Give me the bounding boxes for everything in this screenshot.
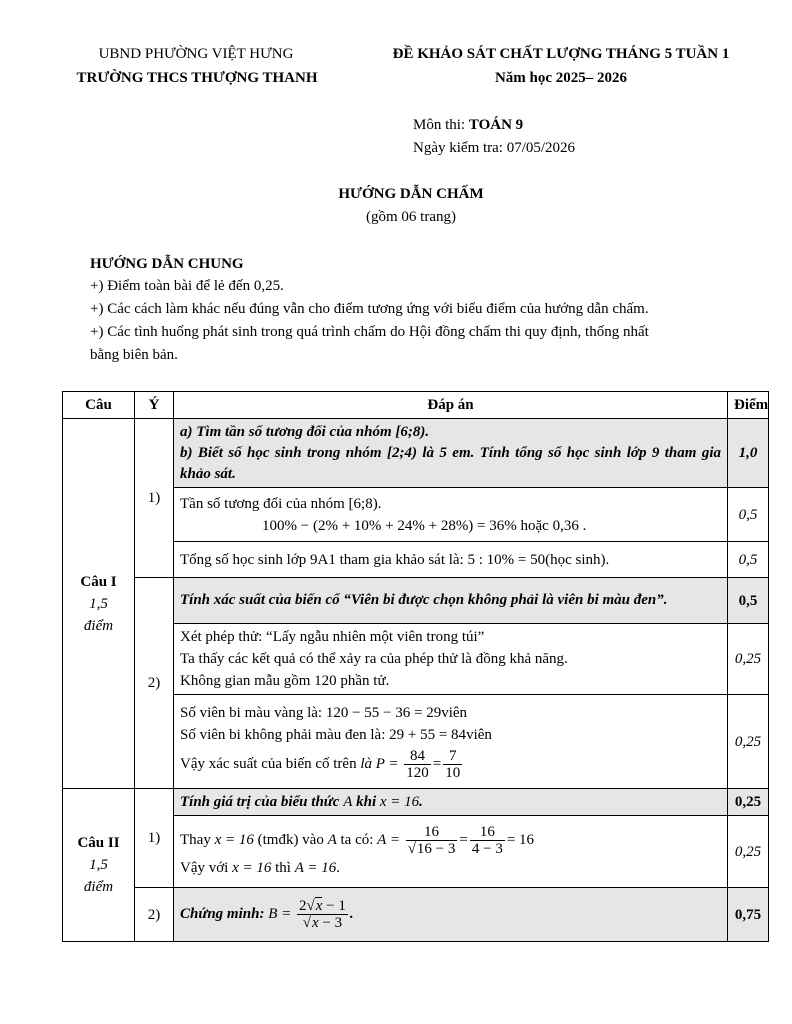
q1-step-2-math: 5 : 10% = 50 bbox=[467, 551, 546, 568]
grading-table bbox=[62, 391, 769, 942]
q2-fraction-2: $\frac{16}{4 - 3}$ bbox=[471, 824, 503, 857]
probability-fraction-1: $\frac{84}{120}$ bbox=[406, 748, 429, 781]
general-heading: HƯỚNG DẪN CHUNG bbox=[90, 256, 244, 272]
q1-p2-s2-line-2: Số viên bi không phải màu đen là: 29 + 55 = 84viên bbox=[180, 727, 492, 743]
q1-part-2-step-1 bbox=[174, 624, 728, 695]
q1-p2-s2-line-3: Vậy xác suất của biến cố trên là P = $\frac{84}{120}$ = $\frac{7}{10}$ bbox=[180, 748, 461, 781]
q1-part-2-index: 2) bbox=[135, 578, 174, 789]
q1-p2-s1-line-3: Không gian mẫu gồm 120 phần tử. bbox=[180, 673, 390, 689]
q2-part-1-index: 1) bbox=[135, 789, 174, 888]
table-row bbox=[63, 888, 769, 942]
q1-part-1-prompt bbox=[174, 419, 728, 488]
table-header-row bbox=[63, 392, 769, 419]
q1-part-2-prompt-points: 0,5 bbox=[728, 578, 769, 624]
header-cau: Câu bbox=[63, 392, 135, 419]
q1-p2-s1-line-1: Xét phép thử: “Lấy ngẫu nhiên một viên trong túi” bbox=[180, 629, 485, 645]
question-2-cell bbox=[63, 789, 135, 942]
q1-step-2-unit: (học sinh). bbox=[545, 551, 610, 568]
q1-step-2-text: Tổng số học sinh lớp 9A1 tham gia khảo sát là: bbox=[180, 551, 468, 568]
question-2-points-unit: điểm bbox=[83, 879, 114, 895]
q1-part-1-index: 1) bbox=[135, 419, 174, 578]
q2-step-points: 0,25 bbox=[728, 816, 769, 888]
general-line-1: +) Điểm toàn bài để lẻ đến 0,25. bbox=[90, 278, 284, 294]
q1-p2-s2-points: 0,25 bbox=[728, 695, 769, 789]
q2-part-2-prompt-points: 0,75 bbox=[728, 888, 769, 942]
q1-step-1-alt: hoặc 0,36 . bbox=[516, 517, 587, 534]
q1-part-2-step-2 bbox=[174, 695, 728, 789]
q2-part-2-prompt: Chứng minh: B = $\frac{2√x - 1}{√x - 3}$ . bbox=[174, 888, 728, 942]
doc-title: HƯỚNG DẪN CHẤM bbox=[338, 186, 484, 202]
q1-step-1-math: 100% − (2% + 10% + 24% + 28%) = 36% bbox=[262, 517, 517, 534]
q2-step-line-2: Vậy với x = 16 thì A = 16. bbox=[180, 860, 340, 876]
question-2-points: 1,5 bbox=[89, 857, 108, 873]
q1-prompt-a: a) Tìm tần số tương đối của nhóm [6;8). bbox=[180, 423, 430, 440]
question-1-points: 1,5 bbox=[89, 595, 108, 612]
general-line-2: +) Các cách làm khác nếu đúng vẫn cho điểm tương ứng với biểu điểm của hướng dẫn chấm. bbox=[90, 301, 649, 317]
q1-step-1-points: 0,5 bbox=[728, 488, 769, 542]
exam-subject: Môn thi: TOÁN 9 bbox=[413, 117, 524, 133]
table-row bbox=[63, 578, 769, 624]
q1-p2-s1-line-2: Ta thấy các kết quả có thể xảy ra của phép thử là đồng khả năng. bbox=[180, 651, 568, 667]
q1-part-1-prompt-points: 1,0 bbox=[728, 419, 769, 488]
q2-part-1-prompt: Tính giá trị của biểu thức A khi x = 16. bbox=[174, 789, 728, 816]
question-1-cell bbox=[63, 419, 135, 789]
q1-step-1-text: Tần số tương đối của nhóm [6;8). bbox=[180, 495, 382, 512]
q2-b-fraction: $\frac{2√x - 1}{√x - 3}$ bbox=[299, 898, 346, 931]
probability-fraction-2: $\frac{7}{10}$ bbox=[445, 748, 461, 781]
q2-fraction-1: $\frac{16}{√16 - 3}$ bbox=[407, 824, 456, 857]
doc-subtitle: (gồm 06 trang) bbox=[366, 209, 456, 225]
q1-p2-s1-points: 0,25 bbox=[728, 624, 769, 695]
question-1-label: Câu I bbox=[80, 573, 117, 590]
question-2-label: Câu II bbox=[77, 835, 120, 851]
q1-part-2-prompt: Tính xác suất của biến cố “Viên bi được chọn không phải là viên bi màu đen”. bbox=[174, 578, 728, 624]
header-authority: UBND PHƯỜNG VIỆT HƯNG bbox=[98, 46, 294, 62]
table-row bbox=[63, 789, 769, 816]
q1-step-1-math-line bbox=[180, 515, 721, 537]
header-dap-an: Đáp án bbox=[174, 392, 728, 419]
q2-part-2-index: 2) bbox=[135, 888, 174, 942]
q2-part-1-step bbox=[174, 816, 728, 888]
q1-step-2-points: 0,5 bbox=[728, 542, 769, 578]
header-school-year: Năm học 2025– 2026 bbox=[494, 70, 628, 86]
header-y: Ý bbox=[135, 392, 174, 419]
general-line-4: bằng biên bản. bbox=[90, 347, 178, 363]
header-exam-title: ĐỀ KHẢO SÁT CHẤT LƯỢNG THÁNG 5 TUẦN 1 bbox=[392, 46, 730, 62]
exam-date: Ngày kiểm tra: 07/05/2026 bbox=[413, 140, 576, 156]
q1-p2-s2-line-1: Số viên bi màu vàng là: 120 − 55 − 36 = 29viên bbox=[180, 705, 468, 721]
q2-step-line-1: Thay x = 16 (tmđk) vào A ta có: A = $\frac{16}{√16 - 3}$ = $\frac{16}{4 - 3}$ = 16 bbox=[180, 824, 535, 857]
q1-part-1-step-2 bbox=[174, 542, 728, 578]
q1-prompt-b: b) Biết số học sinh trong nhóm [2;4) là 5 em. Tính tổng số học sinh lớp 9 tham gia khảo sát. bbox=[180, 444, 721, 482]
header-diem: Điểm bbox=[728, 392, 769, 419]
table-row bbox=[63, 419, 769, 488]
question-1-points-unit: điểm bbox=[83, 617, 114, 634]
q2-part-1-prompt-points: 0,25 bbox=[728, 789, 769, 816]
header-school: TRƯỜNG THCS THƯỢNG THANH bbox=[76, 70, 318, 86]
q1-part-1-step-1 bbox=[174, 488, 728, 542]
general-line-3: +) Các tình huống phát sinh trong quá trình chấm do Hội đồng chấm thi quy định, thống nhất bbox=[90, 324, 649, 340]
